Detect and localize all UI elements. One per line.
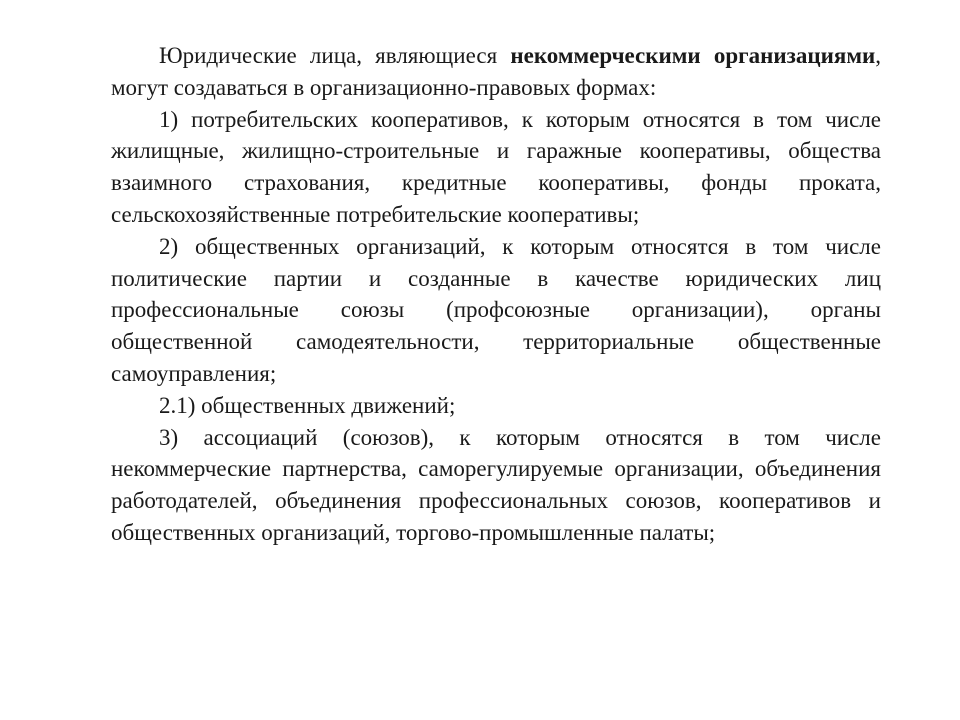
list-item-associations: 3) ассоциаций (союзов), к которым относятся в том числе некоммерческие партнерства, саморегулируемые организации, объединения работодателей, объединения профессиональных союзов, кооперативов и общественных организаций, торгово-промышленные палаты; (111, 424, 881, 545)
intro-text-start: Юридические лица, являющиеся (159, 43, 511, 68)
list-item-public-organizations: 2) общественных организаций, к которым относятся в том числе политические партии и созданные в качестве юридических лиц профессиональные союзы (профсоюзные организации), органы общественной самодеятельности, территориальные общественные самоуправления; (111, 233, 881, 386)
intro-emphasis: некоммерческими организациями (510, 43, 876, 68)
list-item-consumer-cooperatives: 1) потребительских кооперативов, к которым относятся в том числе жилищные, жилищно-строительные и гаражные кооперативы, общества взаимного страхования, кредитные кооперативы, фонды проката, сельскохозяйственные потребительские кооперативы; (111, 106, 881, 227)
intro-text-end: , могут создаваться в организационно-правовых формах: (111, 43, 881, 100)
intro-paragraph (111, 40, 881, 104)
document-body (111, 40, 881, 549)
list-item-public-movements: 2.1) общественных движений; (159, 392, 456, 418)
